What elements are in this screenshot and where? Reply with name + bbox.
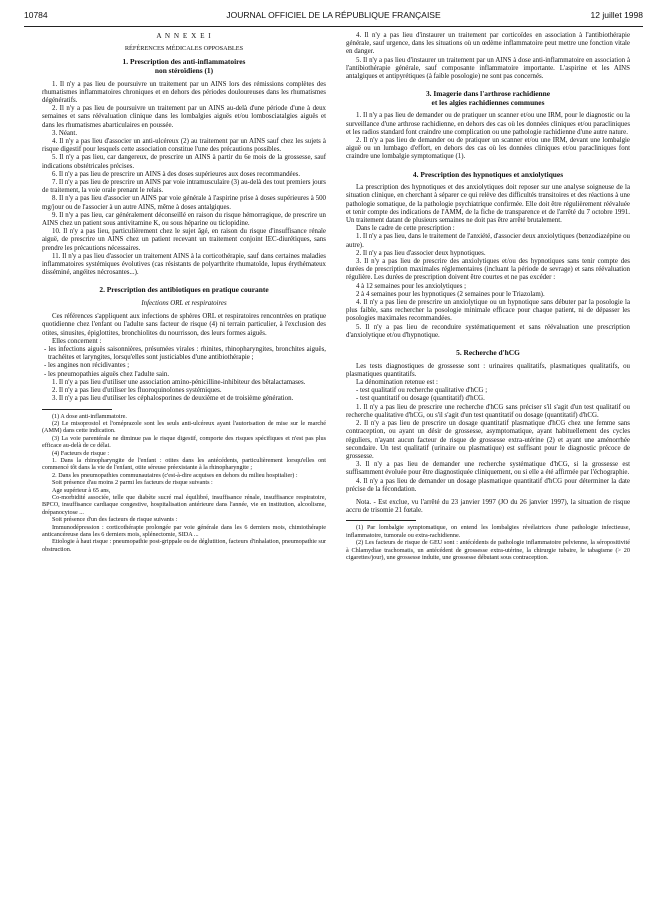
s4-paragraph: 2. Il n'y a pas lieu d'associer deux hypnotiques. — [356, 249, 486, 257]
header-rule — [24, 26, 643, 27]
s3-paragraph: 2. Il n'y a pas lieu de demander ou de pratiquer un scanner et/ou une IRM, devant une lombalgie aiguë ou un lumbago d'effort, en dehors des cas où les données cliniques et/ou paracliniques font craindre une lombalgie symptomatique (1). — [346, 137, 630, 161]
s2-list-intro: Elles concernent : — [52, 337, 102, 345]
footnote: (4) Facteurs de risque : — [52, 449, 110, 457]
s2-paragraph-continued: 5. Il n'y a pas lieu d'instaurer un traitement par un AINS à dose anti-inflammatoire en association à l'antibiothérapie générale, sauf composante inflammatoire importante. L'aspirine et les AINS antalgiques et antipyrétiques (à faible posologie) ne sont pas concernés. — [346, 56, 630, 81]
s4-paragraph: 3. Il n'y a pas lieu de prescrire des anxiolytiques et/ou des hypnotiques sans tenir compte des durées de prescription maximales réglementaires (incluant la période de sevrage) et sans réévaluation régulière. Les durées de prescription doivent être courtes et ne pas excéder : — [346, 258, 630, 282]
footnote: Soit présence d'un des facteurs de risque suivants : — [52, 516, 178, 524]
s1-paragraph: 4. Il n'y a pas lieu d'associer un anti-ulcéreux (2) au traitement par un AINS sauf chez les sujets à risque digestif pour lesquels cette association constitue l'une des précautions possibles. — [42, 138, 326, 154]
s1-paragraph: 1. Il n'y a pas lieu de poursuivre un traitement par un AINS lors des rémissions complètes des rhumatismes inflammatoires chroniques et en dehors des périodes douloureuses dans les rhumatismes dégénératifs. — [42, 80, 326, 104]
s1-paragraph: 2. Il n'y a pas lieu de poursuivre un traitement par un AINS au-delà d'une période d'une à deux semaines et sans réévaluation clinique dans les lombalgies aiguës et/ou lombosciatalgies aiguës et dans les rhumatismes abarticulaires en poussée. — [42, 105, 326, 129]
s2-list-item: - les infections aiguës saisonnières, présumées virales : rhinites, rhinopharyngites, bronchites aiguës, trachéites et laryngites, lorsqu'elles sont justiciables d'une antibiothérapie ; — [44, 346, 326, 362]
s1-paragraph: 8. Il n'y a pas lieu d'associer un AINS par voie générale à l'aspirine prise à doses supérieures à 500 mg/jour ou de l'associer à un autre AINS, même à doses antalgiques. — [42, 195, 326, 211]
section1-paragraphs — [42, 81, 326, 278]
s2-paragraph: 3. Il n'y a pas lieu d'utiliser les céphalosporines de deuxième et de troisième génération. — [52, 395, 294, 403]
s4-paragraph: 4 à 12 semaines pour les anxiolytiques ; — [356, 282, 467, 290]
annex-title: A N N E X E I — [156, 32, 212, 40]
s3-paragraph: 1. Il n'y a pas lieu de demander ou de pratiquer un scanner et/ou une IRM, pour le diagnostic ou la surveillance d'une arthrose rachidienne, en dehors des cas où les données cliniques et/ou paracliniques et les radios standard font craindre une complication ou une pathologie rachidienne d'une autre nature. — [346, 112, 630, 136]
s5-intro: Les tests diagnostiques de grossesse sont : urinaires qualitatifs, plasmatiques qualitatifs, ou plasmatiques quantitatifs. — [346, 362, 630, 378]
footnote: 2. Dans les pneumopathies communautaires (c'est-à-dire acquises en dehors du milieu hospitalier) : — [52, 471, 298, 479]
section4-title: 4. Prescription des hypnotiques et anxiolytiques — [412, 169, 564, 179]
s2-paragraph: 1. Il n'y a pas lieu d'utiliser une association amino-pénicilline-inhibiteur des bêtalactamases. — [52, 378, 306, 386]
s5-list-item: - test quantitatif ou dosage (quantitatif) d'hCG. — [356, 395, 485, 403]
s2-list-item: - les pneumopathies aiguës chez l'adulte sain. — [44, 370, 170, 378]
footnotes-right — [346, 524, 630, 561]
s4-frame: Dans le cadre de cette prescription : — [356, 225, 455, 233]
section3-title-line2: et les algies rachidiennes communes — [431, 97, 545, 107]
s1-paragraph: 10. Il n'y a pas lieu, particulièrement chez le sujet âgé, en raison du risque d'insuffisance rénale aiguë, de prescrire un AINS chez un patient recevant un traitement conjoint IEC-diurétiques, sans prendre les précautions nécessaires. — [42, 228, 326, 252]
s5-note: Nota. - Est exclue, vu l'arrêté du 23 janvier 1997 (JO du 26 janvier 1997), la situation de risque accru de trisomie 21 fœtale. — [346, 498, 630, 515]
s1-paragraph: 7. Il n'y a pas lieu de prescrire un AINS par voie intramusculaire (3) au-delà des tout premiers jours de traitement, la voie orale prenant le relais. — [42, 179, 326, 195]
footnote-rule — [42, 409, 112, 410]
annex-subtitle: RÉFÉRENCES MÉDICALES OPPOSABLES — [124, 45, 244, 53]
footnote: Immunodépression : corticothérapie prolongée par voie générale dans les 6 derniers mois, chimiothérapie anticancéreuse dans les 6 derniers mois, splénectomie, SIDA ... — [42, 523, 326, 538]
publication-date: 12 juillet 1998 — [590, 10, 643, 20]
right-column — [346, 32, 630, 561]
section5-title: 5. Recherche d'hCG — [456, 348, 520, 358]
s4-paragraph: 1. Il n'y a pas lieu, dans le traitement de l'anxiété, d'associer deux anxiolytiques (benzodiazépine ou autre). — [346, 233, 630, 249]
footnote: Co-morbidité associée, telle que diabète sucré mal équilibré, insuffisance rénale, insuffisance respiratoire, BPCO, insuffisance cardiaque congestive, hospitalisation antérieure dans l'année, vie en institution, alcoolisme, drépanocytose ... — [42, 493, 326, 516]
s1-paragraph: 11. Il n'y a pas lieu d'associer un traitement AINS à la corticothérapie, sauf dans certaines maladies inflammatoires systémiques évolutives (cas résistants de polyarthrite rhumatoïde, lupus érythémateux disséminé, angéites nécrosantes...). — [42, 252, 326, 277]
section1-title-line2: non stéroïdiens (1) — [154, 66, 214, 75]
s5-paragraph: 1. Il n'y a pas lieu de prescrire une recherche d'hCG sans préciser s'il s'agit d'un test qualitatif ou recherche qualitative d'hCG, ou s'il s'agit d'un test quantitatif ou dosage (quantitatif) d'hCG. — [346, 403, 630, 419]
s4-paragraph: 5. Il n'y a pas lieu de reconduire systématiquement et sans réévaluation une prescription d'anxiolytique et/ou d'hypnotique. — [346, 323, 630, 339]
s4-paragraph: 2 à 4 semaines pour les hypnotiques (2 semaines pour le Triazolam). — [356, 290, 545, 298]
footnote: (2) Le misoprostol et l'oméprazole sont les seuls anti-ulcéreux ayant l'autorisation de mise sur le marché (AMM) dans cette indication. — [42, 419, 326, 435]
s2-paragraph-continued: 4. Il n'y a pas lieu d'instaurer un traitement par corticoïdes en association à l'antibiothérapie générale, sauf urgence, dans les situations où un œdème inflammatoire peut mettre une fonction vitale en danger. — [346, 32, 630, 56]
s1-paragraph: 3. Néant. — [52, 129, 78, 137]
footnotes-left — [42, 413, 326, 554]
footnote-rule — [346, 520, 416, 521]
page-number: 10784 — [24, 10, 48, 20]
s2-intro: Ces références s'appliquent aux infections de sphères ORL et respiratoires rencontrées en pratique quotidienne chez l'enfant ou l'adulte sans facteur de risque (4) ni terrain particulier, à l'exclusion des otites, sinusites, épiglottites, bronchiolites du nourrisson, des leurs formes aiguës. — [42, 313, 326, 337]
s5-paragraph: 4. Il n'y a pas lieu de demander un dosage plasmatique quantitatif d'hCG pour déterminer la date précise de la fécondation. — [346, 477, 630, 493]
s5-paragraph: 3. Il n'y a pas lieu de demander une recherche systématique d'hCG, si la grossesse est suffisamment évoluée pour être diagnostiquée cliniquement, ou si elle a été affirmée par l'échographie. — [346, 461, 630, 477]
s5-list-item: - test qualitatif ou recherche qualitative d'hCG ; — [356, 387, 488, 395]
s1-paragraph: 9. Il n'y a pas lieu, car généralement déconseillé en raison du risque hémorragique, de prescrire un AINS chez un patient sous antivitamine K, ou sous héparine ou ticlopidine. — [42, 211, 326, 228]
s2-list-item: - les angines non récidivantes ; — [44, 362, 130, 370]
s5-paragraph: 2. Il n'y a pas lieu de prescrire un dosage quantitatif plasmatique d'hCG chez une femme sans contraception, ou ayant un désir de grossesse, asymptomatique, ayant habituellement des cycles réguliers, n'ayant aucun facteur de risque de grossesse extra-utérine (2) et ayant une aménorrhée secondaire. Un test qualitatif (urinaire ou plasmatique) est suffisant pour le diagnostic précoce de grossesse. — [346, 420, 630, 460]
section3-title: 3. Imagerie dans l'arthrose rachidienne — [425, 89, 551, 99]
s1-paragraph: 6. Il n'y a pas lieu de prescrire un AINS à des doses supérieures aux doses recommandées. — [52, 170, 301, 178]
s4-intro: La prescription des hypnotiques et des anxiolytiques doit reposer sur une analyse soigneuse de la situation clinique, en cherchant à séparer ce qui relève des difficultés transitoires et des réactions à une pathologie somatique, de la pathologie psychiatrique confirmée. Elle doit être régulièrement réévaluée et tenir compte des indications de l'AMM, de la fiche de transparence et de l'arrêté du 7 octobre 1991. Un traitement datant de plusieurs semaines ne doit pas être arrêté brutalement. — [346, 184, 630, 225]
footnote: (1) A dose anti-inflammatoire. — [52, 412, 127, 420]
s4-paragraph: 4. Il n'y a pas lieu de prescrire un anxiolytique ou un hypnotique sans débuter par la posologie la plus faible, sans rechercher la posologie minimale efficace pour chaque patient, ni de dépasser les posologies maximales recommandées. — [346, 299, 630, 323]
left-column — [42, 32, 326, 553]
section1-title: 1. Prescription des anti-inflammatoires — [122, 57, 246, 67]
s1-paragraph: 5. Il n'y a pas lieu, car dangereux, de prescrire un AINS à partir du 6e mois de la grossesse, sauf indications obstétricales précises. — [42, 154, 326, 170]
footnote: Age supérieur à 65 ans, — [52, 486, 111, 494]
s5-retained: La dénomination retenue est : — [356, 379, 438, 387]
section2-subtitle: Infections ORL et respiratoires — [141, 300, 227, 308]
footnote: (3) La voie parentérale ne diminue pas le risque digestif, comporte des risques spécifiques et n'est pas plus efficace au-delà de ce délai. — [42, 434, 326, 450]
footnote: 1. Dans la rhinopharyngite de l'enfant : otites dans les antécédents, particulièrement lorsqu'elles ont commencé tôt dans la vie de l'enfant, otite séreuse préexistante à la rhinopharyngite ; — [42, 456, 326, 472]
section2-title: 2. Prescription des antibiotiques en pratique courante — [99, 285, 269, 295]
footnote: Etiologie à haut risque : pneumopathie post-grippale ou de déglutition, facteurs d'inhalation, pneumopathie sur obstruction. — [42, 538, 326, 553]
footnote: (1) Par lombalgie symptomatique, on entend les lombalgies révélatrices d'une pathologie infectieuse, inflammatoire, tumorale ou extra-rachidienne. — [346, 524, 630, 539]
journal-title: JOURNAL OFFICIEL DE LA RÉPUBLIQUE FRANÇAISE — [226, 10, 441, 20]
footnote: Soit présence d'au moins 2 parmi les facteurs de risque suivants : — [52, 479, 213, 487]
s2-paragraph: 2. Il n'y a pas lieu d'utiliser les fluoroquinolones systémiques. — [52, 387, 222, 395]
page-header — [24, 10, 643, 24]
footnote: (2) Les facteurs de risque de GEU sont : antécédents de pathologie inflammatoire pelvienne, la séropositivité à Chlamydiae trachomatis, un antécédent de grossesse extra-utérine, la chirurgie tubaire, le tabagisme (> 20 cigarettes/jour), une grossesse induite, une grossesse débutant sous contraception. — [346, 539, 630, 561]
